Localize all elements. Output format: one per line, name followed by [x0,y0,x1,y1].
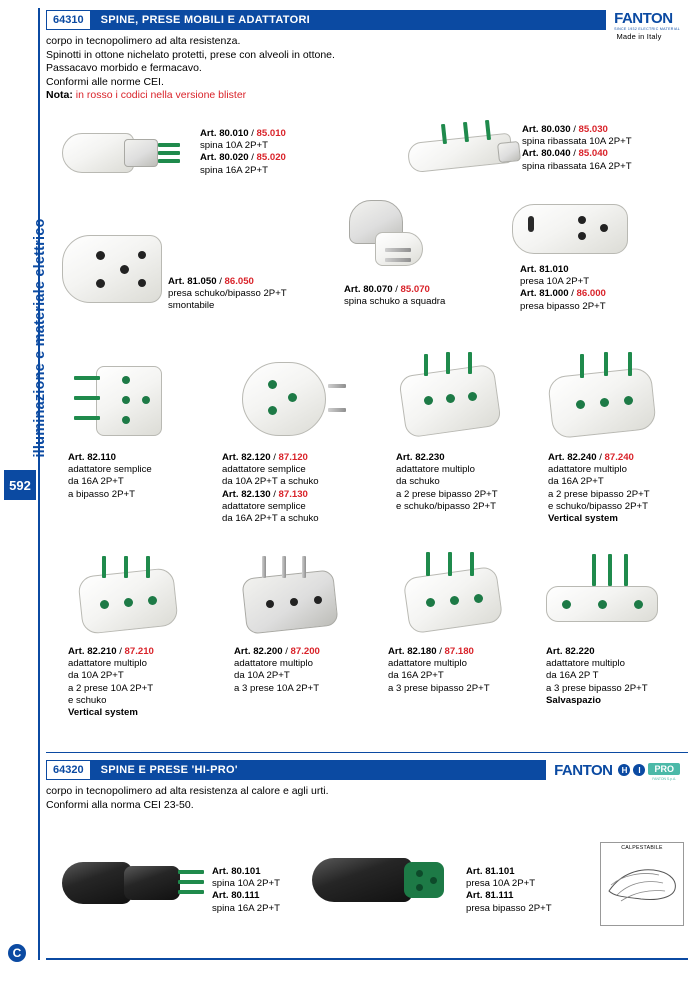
desc-82180-1: adattatore multiplo [388,658,467,670]
code-87240: 87.240 [604,452,634,463]
caption-81010: Art. 81.010 presa 10A 2P+T Art. 81.000 / 86.000 presa bipasso 2P+T [520,264,690,313]
caption-80070: Art. 80.070 / 85.070 spina schuko a squadra [344,284,504,308]
caption-82230 [396,452,556,513]
intro-line-3: Conformi alle norme CEI. [46,75,164,88]
section2-intro-line-0: corpo in tecnopolimero ad alta resistenza al calore e agli urti. [46,785,329,797]
hipro-h-icon: H [618,764,630,776]
hipro-logo [618,759,680,781]
hipro-i-icon: I [633,764,645,776]
nota-text: in rosso i codici nella versione blister [75,89,247,102]
desc-80070: spina schuko a squadra [344,296,446,308]
hipro-pro-sub: FANTON S.p.A. [652,777,677,781]
badge-vertical-system-82210: Vertical system [68,707,138,719]
calpestabile-label: CALPESTABILE [621,845,663,851]
section-intro [46,35,688,103]
hipro-pro-badge: PRO [648,763,680,775]
desc-82230-4: e schuko/bipasso 2P+T [396,500,496,512]
code-85010: 85.010 [256,128,286,139]
code-82130: Art. 82.130 [222,488,271,500]
code-80101: Art. 80.101 [212,866,261,877]
code-85070: 85.070 [400,284,430,295]
calpestabile-badge [600,842,684,926]
desc-82110-1: adattatore semplice [68,464,152,476]
code-86050: 86.050 [224,276,254,287]
made-in-italy-label: Made in Italy [616,32,662,41]
code-87210: 87.210 [124,646,154,657]
caption-82110 [68,452,218,501]
caption-80010: Art. 80.010 / 85.010 spina 10A 2P+T Art. 80.020 / 85.020 spina 16A 2P+T [200,128,350,177]
code-80010: Art. 80.010 [200,128,249,139]
desc-80010: spina 10A 2P+T [200,140,269,152]
brand-logo [606,10,688,30]
product-image-80070 [345,200,435,278]
product-image-82200 [228,556,348,640]
code-85030: 85.030 [578,124,608,135]
section2-code: 64320 [46,760,91,780]
section-64310 [46,10,688,103]
intro-line-0: corpo in tecnopolimero ad alta resistenza. [46,35,241,47]
desc-80101: spina 10A 2P+T [212,878,281,890]
code-82180: Art. 82.180 [388,646,437,657]
caption-80030: Art. 80.030 / 85.030 spina ribassata 10A 2P+T Art. 80.040 / 85.040 spina ribassata 16A 2P+T [522,124,692,173]
intro-line-1: Spinotti in ottone nichelato protetti, prese con alveoli in ottone. [46,48,335,61]
product-image-82110 [70,360,180,442]
desc-82180-2: da 16A 2P+T [388,670,444,682]
desc-80020: spina 16A 2P+T [200,164,269,176]
desc-82200-3: a 3 prese 10A 2P+T [234,682,320,694]
caption-82200: Art. 82.200 / 87.200 adattatore multiplo da 10A 2P+T a 3 prese 10A 2P+T [234,646,384,695]
code-82220: Art. 82.220 [546,646,595,657]
desc-82110-3: a bipasso 2P+T [68,488,135,500]
sidebar-vertical-title: illuminazione e materiale elettrico [32,218,48,458]
copyright-icon: C [8,944,26,962]
brand-logo-hipro [546,760,688,780]
brand-name-2: FANTON [554,761,613,779]
code-81010: Art. 81.010 [520,264,569,275]
desc-82200-2: da 10A 2P+T [234,670,290,682]
code-81111: Art. 81.111 [466,890,514,902]
section2-intro [46,785,688,812]
desc-80040: spina ribassata 16A 2P+T [522,160,632,172]
desc-82130-1: adattatore semplice [222,500,306,512]
product-image-81050 [62,235,172,307]
brand-tagline: SINCE 1932 ELECTRIC MATERIAL [614,26,680,31]
desc-82180-3: a 3 prese bipasso 2P+T [388,682,490,694]
section-code: 64310 [46,10,91,30]
section2-title: SPINE E PRESE 'HI-PRO' [91,760,546,780]
product-image-80101 [62,848,222,918]
product-image-82240 [540,352,670,446]
code-81000: Art. 81.000 [520,288,569,300]
product-image-82120 [226,358,346,444]
desc-82230-1: adattatore multiplo [396,464,475,476]
caption-82120: Art. 82.120 / 87.120 adattatore semplice da 10A 2P+T a schuko Art. 82.130 / 87.130 adattatore semplice da 16A 2P+T a schuko [222,452,382,525]
desc-82240-2: da 16A 2P+T [548,476,604,488]
brand-name: FANTON [614,9,673,27]
code-87130: 87.130 [278,488,308,500]
desc-82220-1: adattatore multiplo [546,658,625,670]
desc-82110-2: da 16A 2P+T [68,476,124,488]
product-image-81010 [512,200,632,262]
caption-81050: Art. 81.050 / 86.050 presa schuko/bipasso 2P+T smontabile [168,276,348,313]
code-81101: Art. 81.101 [466,866,515,877]
desc-82220-3: a 3 prese bipasso 2P+T [546,682,648,694]
code-87180: 87.180 [444,646,474,657]
code-82210: Art. 82.210 [68,646,117,657]
section-title: SPINE, PRESE MOBILI E ADATTATORI [91,10,607,30]
desc-82240-1: adattatore multiplo [548,464,627,476]
badge-vertical-system-82240: Vertical system [548,513,618,525]
code-82120: Art. 82.120 [222,452,271,463]
product-image-82230 [390,352,520,444]
caption-82240: Art. 82.240 / 87.240 adattatore multiplo da 16A 2P+T a 2 prese bipasso 2P+T e schuko/bipasso 2P+T Vertical system [548,452,700,525]
desc-82240-3: a 2 prese bipasso 2P+T [548,488,650,500]
caption-81101 [466,866,616,915]
desc-81111: presa bipasso 2P+T [466,902,552,914]
code-80070: Art. 80.070 [344,284,393,295]
desc-82240-4: e schuko/bipasso 2P+T [548,500,648,512]
desc-82120-1: adattatore semplice [222,464,306,476]
desc-80111: spina 16A 2P+T [212,902,281,914]
shoe-sole-icon [601,851,685,913]
desc-82230-2: da schuko [396,476,440,488]
caption-82220 [546,646,696,707]
code-80040: Art. 80.040 [522,148,571,160]
desc-82130-2: da 16A 2P+T a schuko [222,513,319,525]
page-number-badge: 592 [4,470,36,500]
product-image-80030 [398,118,528,178]
product-image-82210 [66,556,186,640]
badge-salvaspazio: Salvaspazio [546,694,601,706]
desc-82210-1: adattatore multiplo [68,658,147,670]
desc-81000: presa bipasso 2P+T [520,300,606,312]
desc-82210-3: a 2 prese 10A 2P+T [68,682,154,694]
nota-label: Nota: [46,89,73,102]
caption-82210: Art. 82.210 / 87.210 adattatore multiplo da 10A 2P+T a 2 prese 10A 2P+T e schuko Vertical system [68,646,218,719]
desc-82200-1: adattatore multiplo [234,658,313,670]
desc-81050-2: smontabile [168,300,215,312]
intro-nota [46,89,688,103]
desc-81050-1: presa schuko/bipasso 2P+T [168,288,287,300]
product-image-82220 [540,552,670,640]
code-82240: Art. 82.240 [548,452,597,463]
code-80020: Art. 80.020 [200,152,249,164]
product-image-82180 [396,552,516,640]
desc-80030: spina ribassata 10A 2P+T [522,136,632,148]
section-header [46,10,688,30]
caption-82180: Art. 82.180 / 87.180 adattatore multiplo da 16A 2P+T a 3 prese bipasso 2P+T [388,646,538,695]
desc-82230-3: a 2 prese bipasso 2P+T [396,488,498,500]
caption-80101 [212,866,362,915]
code-80111: Art. 80.111 [212,890,260,902]
desc-82210-4: e schuko [68,694,107,706]
code-87200: 87.200 [290,646,320,657]
desc-82220-2: da 16A 2P T [546,670,599,682]
code-85040: 85.040 [578,148,608,160]
section-divider [46,752,688,753]
code-85020: 85.020 [256,152,286,164]
code-82110: Art. 82.110 [68,452,117,463]
code-82230: Art. 82.230 [396,452,445,463]
product-image-80010 [62,127,182,179]
desc-81101: presa 10A 2P+T [466,878,536,890]
code-87120: 87.120 [278,452,308,463]
desc-81010: presa 10A 2P+T [520,276,590,288]
intro-line-2: Passacavo morbido e fermacavo. [46,62,202,75]
bottom-rule [46,958,688,960]
code-82200: Art. 82.200 [234,646,283,657]
code-81050: Art. 81.050 [168,276,217,287]
desc-82210-2: da 10A 2P+T [68,670,124,682]
section-64320 [46,760,688,812]
code-80030: Art. 80.030 [522,124,571,135]
code-86000: 86.000 [576,288,606,300]
section2-header [46,760,688,780]
sidebar [0,0,48,990]
desc-82120-2: da 10A 2P+T a schuko [222,476,319,488]
section2-intro-line-1: Conformi alla norma CEI 23-50. [46,798,194,811]
